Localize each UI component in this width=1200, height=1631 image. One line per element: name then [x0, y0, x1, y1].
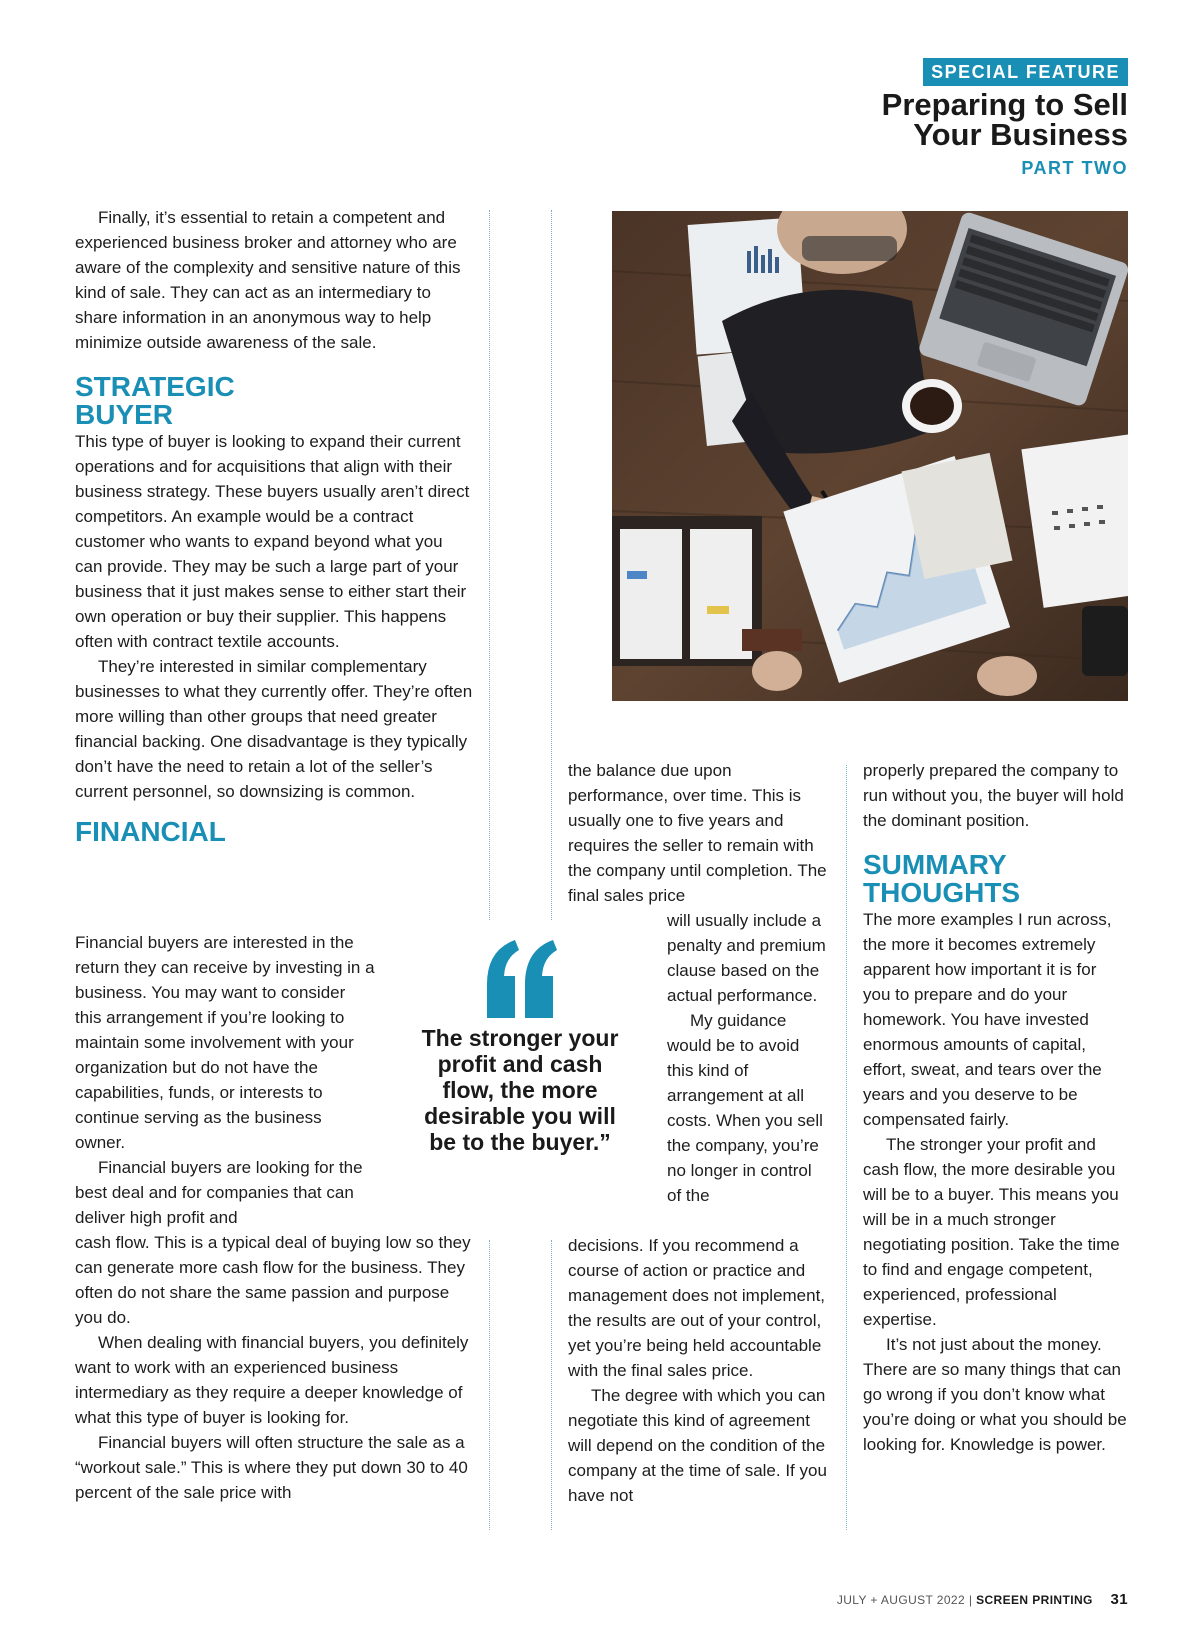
financial-paragraph-3: When dealing with financial buyers, you definitely want to work with an experienced business intermediary as they require a deeper knowledge of what this type of buyer is looking for. [75, 1333, 469, 1427]
col2-paragraph-2a: My guidance would be to avoid this kind of arrangement at all costs. When you sell the company, you’re no longer in control of the [667, 1011, 823, 1205]
strategic-paragraph-2: They’re interested in similar complementary businesses to what they currently offer. They’re often more willing than other groups that need greater financial backing. One disadvantage is they typically don’t have the need to retain a lot of the seller’s current personnel, so downsizing is common. [75, 657, 473, 801]
financial-paragraph-1: Financial buyers are interested in the return they can receive by investing in a business. You may want to consider this arrangement if you’re looking to maintain some involvement with your organization but do not have the capabilities, funds, or interests to continue serving as the business owner. [75, 933, 375, 1152]
strategic-paragraph-1: This type of buyer is looking to expand their current operations and for acquisitions that align with their business strategy. These buyers usually aren’t direct competitors. An example would be a contract customer who wants to expand beyond what you can provide. They may be such a large part of your business that it just makes sense to either start their own operation or buy their supplier. This happens often with contract textile accounts. [75, 432, 470, 651]
article-title-line2: Your Business [913, 117, 1128, 152]
column-2-top [568, 758, 830, 908]
heading-strategic-buyer [75, 373, 473, 429]
column-divider [551, 1240, 552, 1530]
heading-summary-line2: THOUGHTS [863, 877, 1021, 908]
col2-paragraph-1b: will usually include a penalty and premium clause based on the actual performance. [667, 911, 826, 1005]
page-number: 31 [1110, 1591, 1128, 1608]
col2-paragraph-3: The degree with which you can negotiate this kind of agreement will depend on the condition of the company at the time of sale. If you have not [568, 1386, 827, 1505]
column-divider [846, 765, 847, 1530]
heading-strategic-line2: BUYER [75, 399, 174, 430]
footer-publication: SCREEN PRINTING [976, 1593, 1093, 1607]
pull-quote: The stronger your profit and cash flow, the more desirable you will be to the buyer.” [421, 1025, 619, 1155]
article-title-line1: Preparing to Sell [881, 87, 1128, 122]
column-divider [489, 1240, 490, 1530]
footer-issue: JULY + AUGUST 2022 | [836, 1593, 973, 1607]
section-kicker: SPECIAL FEATURE [923, 58, 1128, 86]
heading-strategic-line1: STRATEGIC [75, 371, 235, 402]
col2-paragraph-2b: decisions. If you recommend a course of action or practice and management does not implement, the results are out of your control, yet you’re being held accountable with the final sales price. [568, 1236, 826, 1380]
column-3 [863, 758, 1128, 1457]
col3-paragraph-4: It’s not just about the money. There are so many things that can go wrong if you don’t know what you’re doing or what you should be looking for. Knowledge is power. [863, 1335, 1127, 1454]
financial-paragraph-2b: cash flow. This is a typical deal of buying low so they can generate more cash flow for the business. They often do not share the same passion and purpose you do. [75, 1233, 471, 1327]
col3-paragraph-1: properly prepared the company to run without you, the buyer will hold the dominant position. [863, 761, 1124, 830]
quote-mark-icon [483, 938, 557, 1018]
article-subtitle: PART TWO [1021, 158, 1128, 178]
article-title [881, 87, 1128, 152]
heading-summary-thoughts [863, 851, 1128, 907]
column-1-bottom [75, 1230, 473, 1505]
page-footer [837, 1591, 1128, 1608]
column-2-wrap [667, 908, 830, 1208]
heading-summary-line1: SUMMARY [863, 849, 1007, 880]
column-2-bottom [568, 1233, 830, 1508]
col3-paragraph-2: The more examples I run across, the more it becomes extremely apparent how important it is for you to prepare and do your homework. You have invested enormous amounts of capital, effort, sweat, and tears over the years and you deserve to be compensated fairly. [863, 910, 1112, 1129]
intro-paragraph: Finally, it’s essential to retain a competent and experienced business broker and attorney who are aware of the complexity and sensitive nature of this kind of sale. They can act as an intermediary to share information in an anonymous way to help minimize outside awareness of the sale. [75, 208, 461, 352]
col2-paragraph-1a: the balance due upon performance, over time. This is usually one to five years and requires the seller to remain with the company until completion. The final sales price [568, 761, 827, 905]
heading-financial: FINANCIAL [75, 816, 226, 847]
financial-paragraph-4: Financial buyers will often structure the sale as a “workout sale.” This is where they put down 30 to 40 percent of the sale price with [75, 1433, 468, 1502]
column-divider [489, 210, 490, 920]
column-divider [551, 210, 552, 920]
business-meeting-photo [612, 211, 1128, 701]
financial-paragraph-2a: Financial buyers are looking for the best deal and for companies that can deliver high profit and [75, 1158, 363, 1227]
column-1-narrow [75, 930, 375, 1230]
col3-paragraph-3: The stronger your profit and cash flow, the more desirable you will be to a buyer. This means you will be in a much stronger negotiating position. Take the time to find and engage competent, experienced, professional expertise. [863, 1135, 1120, 1329]
column-1-top [75, 205, 473, 846]
